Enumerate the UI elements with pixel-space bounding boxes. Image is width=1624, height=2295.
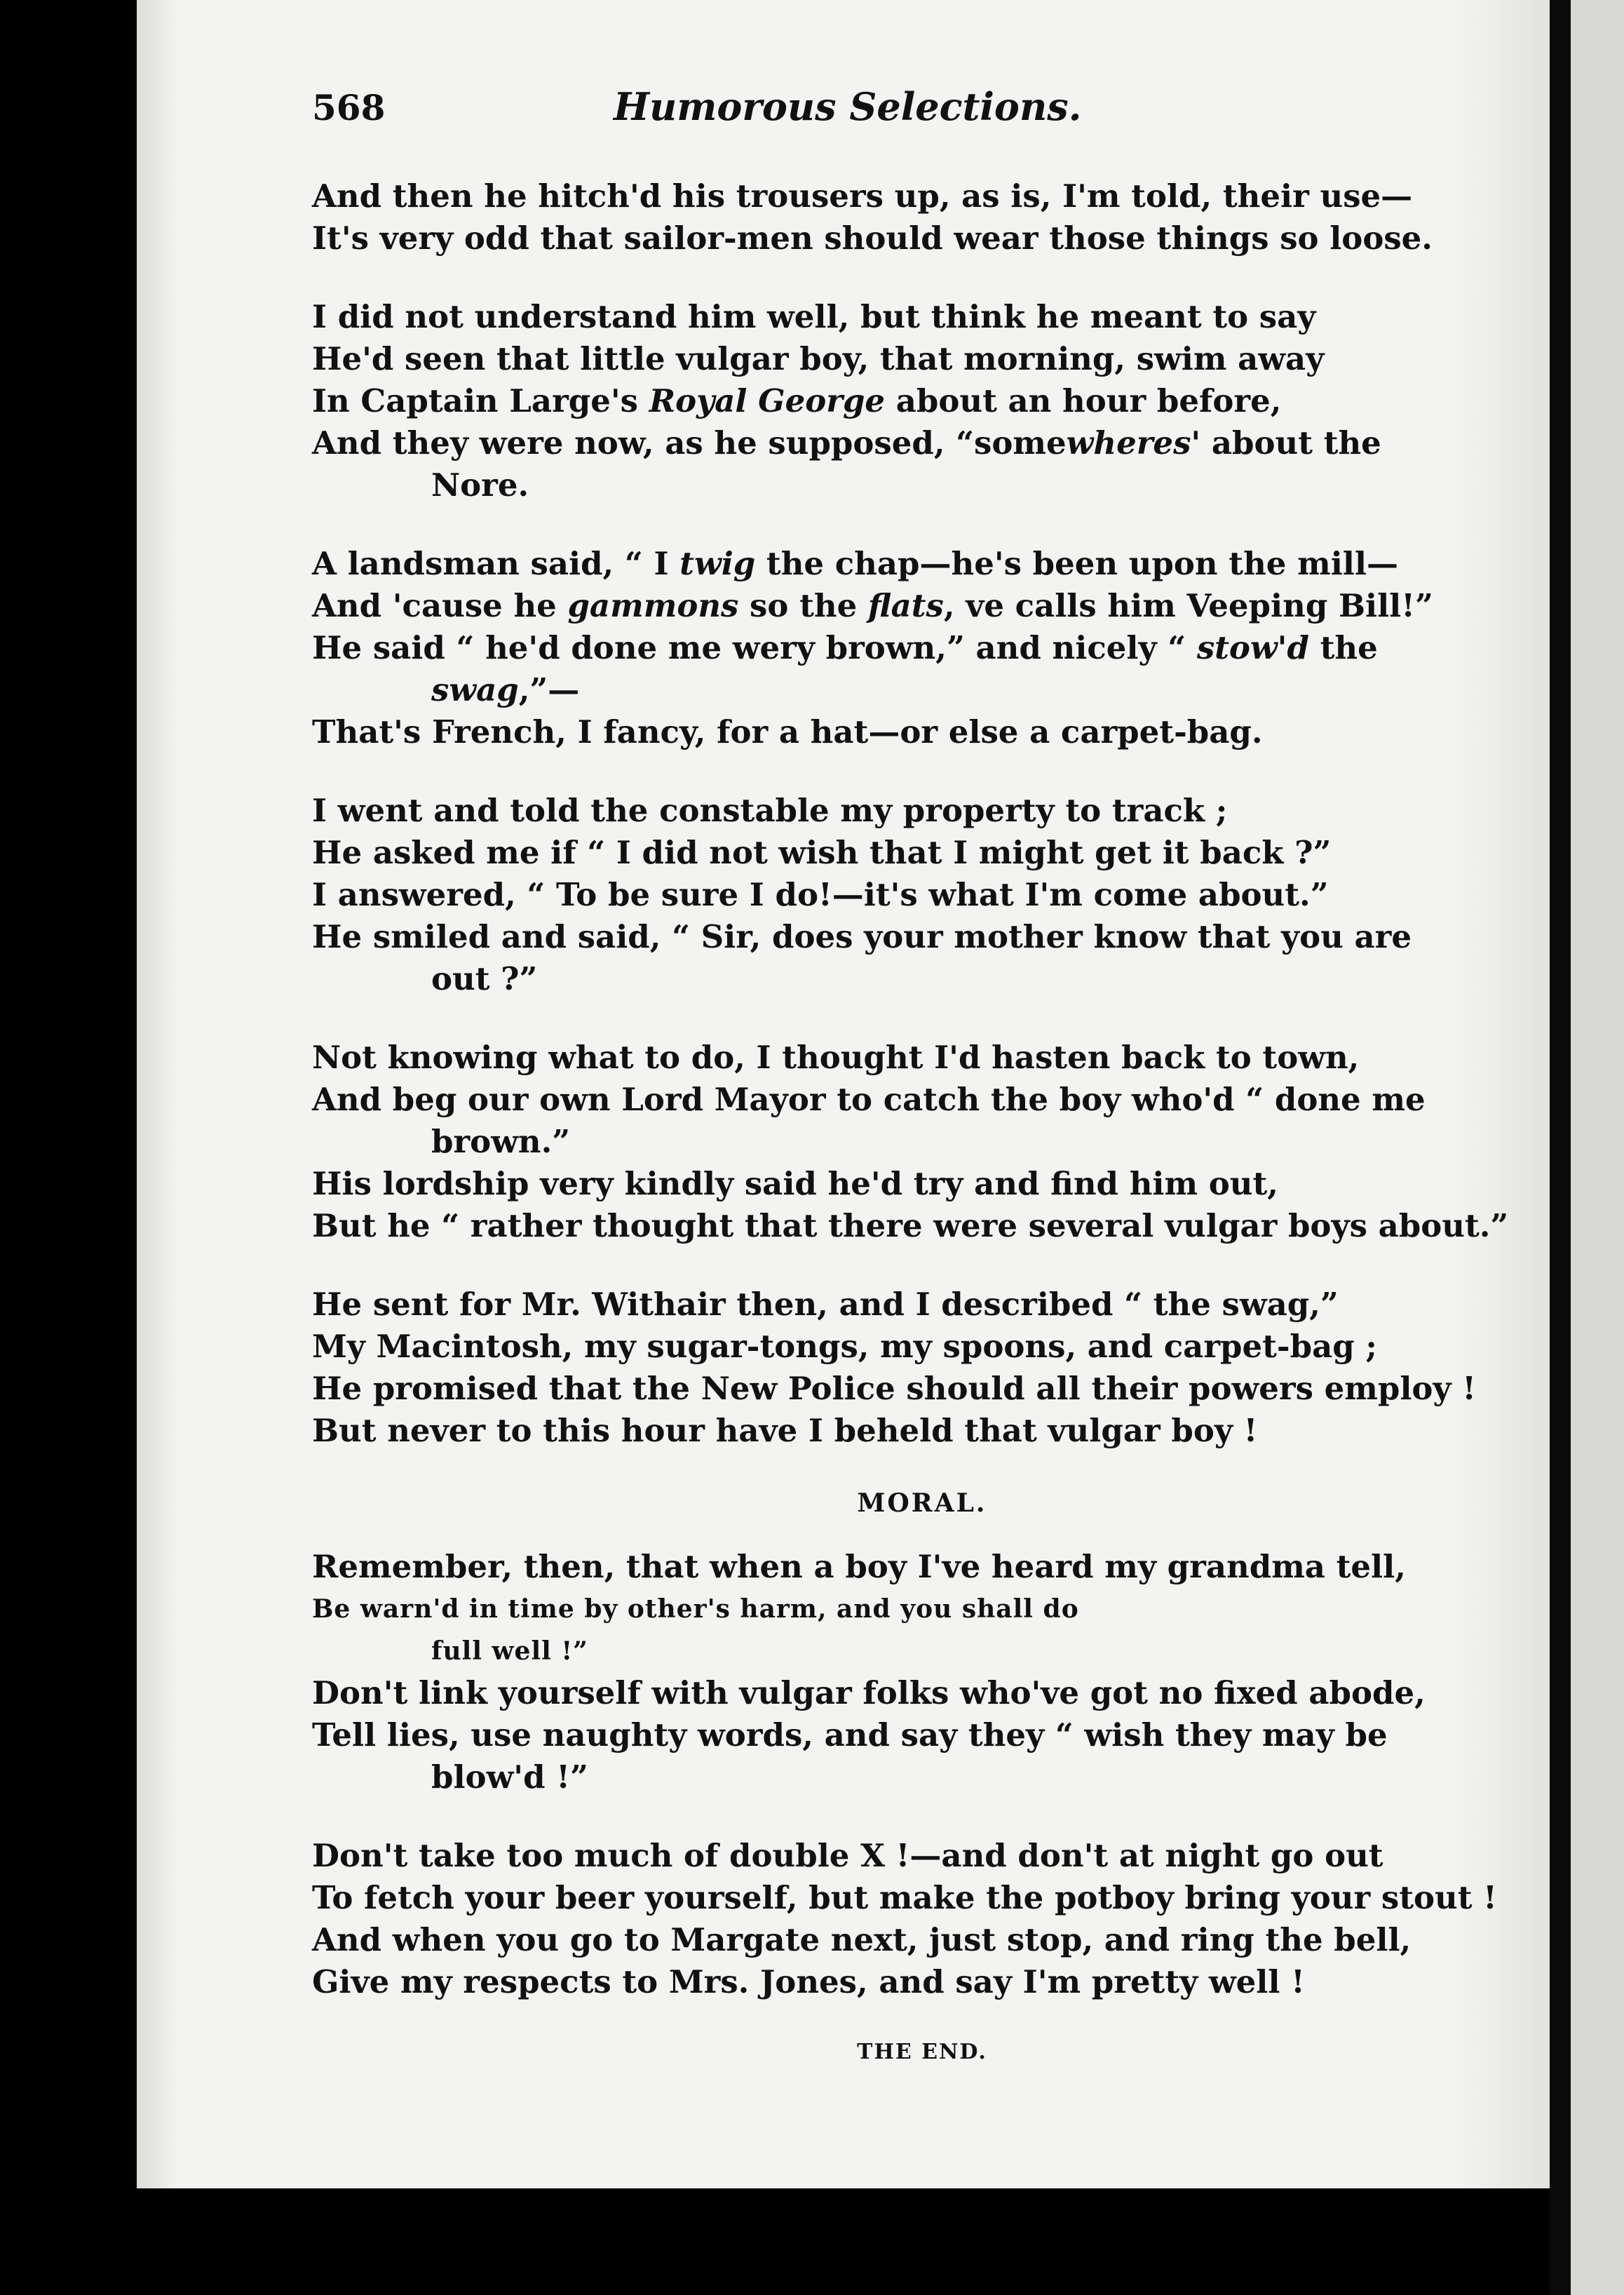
verse-line [312,380,1532,422]
line-text: blow'd !” [431,1758,588,1796]
verse-line [312,1919,1532,1961]
line-text: Not knowing what to do, I thought I'd hasten back to town, [312,1039,1360,1076]
italic-phrase: swag [431,671,519,708]
verse-line [312,790,1532,832]
line-text: about an hour before, [885,382,1282,419]
line-text: I did not understand him well, but think he meant to say [312,298,1316,335]
verse-line [312,1961,1532,2003]
line-text: His lordship very kindly said he'd try and find him out, [312,1165,1278,1202]
italic-phrase: twig [679,545,756,582]
line-text: He smiled and said, “ Sir, does your mother know that you are [312,918,1412,955]
verse-line [312,874,1532,916]
line-text: so the [738,587,868,624]
line-text: It's very odd that sailor-men should wear those things so loose. [312,220,1433,257]
line-text: Don't link yourself with vulgar folks who've got no fixed abode, [312,1674,1426,1711]
verse-line [312,1546,1532,1588]
stanza [312,1037,1532,1247]
italic-phrase: flats [867,587,944,624]
line-text: And beg our own Lord Mayor to catch the boy who'd “ done me [312,1081,1426,1118]
line-text: Be warn'd in time by other's harm, and you shall do [312,1594,1079,1624]
line-text: He asked me if “ I did not wish that I might get it back ?” [312,834,1332,871]
line-text: And they were now, as he supposed, “some [312,424,1067,462]
binding-gutter [1550,0,1571,2295]
verse-line [312,1588,1532,1630]
line-text: He sent for Mr. Withair then, and I described “ the swag,” [312,1286,1339,1323]
book-page [137,0,1550,2188]
verse-line [312,1121,1532,1163]
line-text: brown.” [431,1123,571,1160]
verse-line [312,916,1532,958]
line-text: the chap—he's been upon the mill— [755,545,1398,582]
verse-line [312,669,1532,711]
verse-line [312,627,1532,669]
italic-phrase: stow'd [1196,629,1309,666]
line-text: He promised that the New Police should all their powers employ ! [312,1370,1476,1407]
verse-line [312,1079,1532,1121]
verse-line [312,711,1532,753]
line-text: I answered, “ To be sure I do!—it's what I'm come about.” [312,876,1329,913]
page-content [312,84,1532,2064]
line-text: out ?” [431,960,538,997]
line-text: full well !” [431,1636,588,1666]
verse-line [312,464,1532,506]
verse-line [312,1835,1532,1877]
stanza [312,175,1532,260]
verse-line [312,296,1532,338]
verse-line [312,1284,1532,1326]
verse-line [312,1368,1532,1410]
line-text: the [1308,629,1378,666]
italic-phrase: Royal George [649,382,886,419]
stanza [312,1835,1532,2003]
verse-line [312,422,1532,464]
running-title: Humorous Selections. [614,84,1082,129]
line-text: ,”— [518,671,580,708]
line-text: And then he hitch'd his trousers up, as is, I'm told, their use— [312,177,1413,215]
verse-line [312,1037,1532,1079]
stanza [312,296,1532,506]
line-text: Tell lies, use naughty words, and say they “ wish they may be [312,1716,1388,1754]
line-text: To fetch your beer yourself, but make the potboy bring your stout ! [312,1879,1497,1916]
verse-line [312,1877,1532,1919]
stanza [312,790,1532,1000]
moral-body [312,1546,1532,2003]
line-text: A landsman said, “ I [312,545,680,582]
verse-line [312,543,1532,585]
line-text: I went and told the constable my property to track ; [312,792,1228,829]
line-text: But never to this hour have I beheld that vulgar boy ! [312,1412,1258,1449]
verse-line [312,1163,1532,1205]
verse-line [312,1205,1532,1247]
line-text: And when you go to Margate next, just stop, and ring the bell, [312,1921,1412,1958]
next-page-edge [1571,0,1624,2295]
line-text: ' about the [1191,424,1381,462]
verse-line [312,338,1532,380]
line-text: And 'cause he [312,587,568,624]
page-number: 568 [312,87,386,128]
the-end-label: THE END. [857,2040,987,2064]
line-text: Remember, then, that when a boy I've heard my grandma tell, [312,1548,1406,1585]
moral-heading: MORAL. [857,1488,987,1518]
verse-line [312,1326,1532,1368]
verse-line [312,175,1532,217]
italic-phrase: wheres [1066,424,1191,462]
line-text: That's French, I fancy, for a hat—or else a carpet-bag. [312,713,1263,751]
stanza [312,543,1532,753]
verse-line [312,1714,1532,1756]
verse-line [312,832,1532,874]
line-text: He'd seen that little vulgar boy, that morning, swim away [312,340,1325,377]
line-text: Give my respects to Mrs. Jones, and say I'm pretty well ! [312,1963,1305,2000]
italic-phrase: gammons [567,587,739,624]
verse-line [312,958,1532,1000]
stanza [312,1284,1532,1452]
page-header [312,84,1532,147]
line-text: He said “ he'd done me wery brown,” and nicely “ [312,629,1197,666]
poem-body [312,175,1532,1452]
stanza [312,1546,1532,1798]
verse-line [312,217,1532,260]
verse-line [312,1630,1532,1672]
line-text: Don't take too much of double X !—and don't at night go out [312,1837,1383,1874]
line-text: My Macintosh, my sugar-tongs, my spoons, and carpet-bag ; [312,1328,1377,1365]
line-text: Nore. [431,466,529,504]
verse-line [312,585,1532,627]
verse-line [312,1410,1532,1452]
verse-line [312,1672,1532,1714]
line-text: , ve calls him Veeping Bill!” [943,587,1433,624]
line-text: In Captain Large's [312,382,649,419]
line-text: But he “ rather thought that there were several vulgar boys about.” [312,1207,1509,1244]
verse-line [312,1756,1532,1798]
